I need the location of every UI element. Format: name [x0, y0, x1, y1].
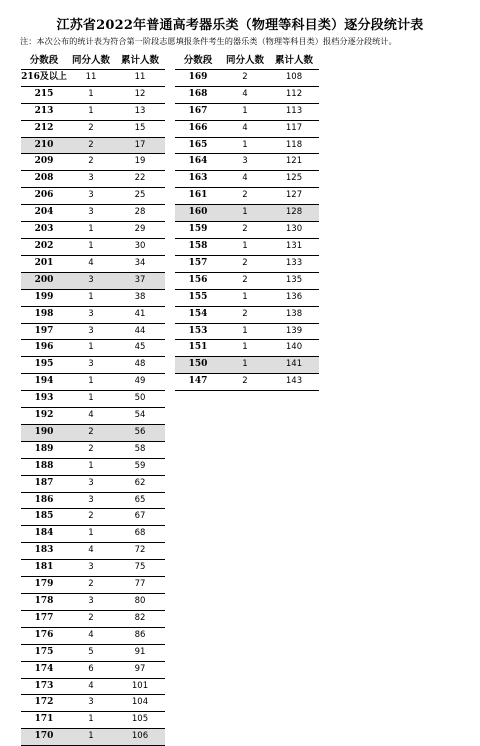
score-cell: 168 [175, 86, 221, 103]
score-cell: 171 [21, 712, 67, 729]
score-cell: 200 [21, 272, 67, 289]
same-count-cell: 4 [221, 86, 269, 103]
cumulative-cell: 91 [115, 644, 165, 661]
score-cell: 195 [21, 357, 67, 374]
cumulative-cell: 135 [269, 272, 319, 289]
table-row [21, 661, 165, 678]
cumulative-cell: 80 [115, 594, 165, 611]
score-cell: 209 [21, 154, 67, 171]
table-row [175, 238, 319, 255]
table-row [21, 120, 165, 137]
same-count-cell: 2 [67, 120, 115, 137]
score-cell: 179 [21, 577, 67, 594]
score-cell: 175 [21, 644, 67, 661]
score-cell: 174 [21, 661, 67, 678]
header-score: 分数段 [21, 53, 67, 69]
table-row [21, 357, 165, 374]
table-row [175, 103, 319, 120]
same-count-cell: 3 [67, 357, 115, 374]
same-count-cell: 11 [67, 69, 115, 86]
cumulative-cell: 136 [269, 289, 319, 306]
table-row [175, 222, 319, 239]
same-count-cell: 3 [67, 323, 115, 340]
table-row [175, 357, 319, 374]
cumulative-cell: 143 [269, 374, 319, 391]
cumulative-cell: 105 [115, 712, 165, 729]
score-table-left [21, 53, 165, 746]
score-cell: 173 [21, 678, 67, 695]
cumulative-cell: 82 [115, 610, 165, 627]
header-cumulative: 累计人数 [269, 53, 319, 69]
table-row [21, 86, 165, 103]
score-cell: 155 [175, 289, 221, 306]
cumulative-cell: 121 [269, 154, 319, 171]
score-cell: 185 [21, 509, 67, 526]
same-count-cell: 1 [221, 323, 269, 340]
table-row [21, 289, 165, 306]
same-count-cell: 2 [221, 272, 269, 289]
header-cumulative: 累计人数 [115, 53, 165, 69]
cumulative-cell: 11 [115, 69, 165, 86]
table-row [21, 255, 165, 272]
table-row [175, 340, 319, 357]
score-cell: 157 [175, 255, 221, 272]
table-row [21, 441, 165, 458]
score-cell: 176 [21, 627, 67, 644]
score-cell: 188 [21, 458, 67, 475]
table-row [175, 323, 319, 340]
score-cell: 170 [21, 729, 67, 746]
score-cell: 160 [175, 205, 221, 222]
table-row [21, 391, 165, 408]
same-count-cell: 3 [67, 475, 115, 492]
same-count-cell: 5 [67, 644, 115, 661]
same-count-cell: 1 [67, 238, 115, 255]
table-row [175, 171, 319, 188]
cumulative-cell: 106 [115, 729, 165, 746]
table-row [21, 475, 165, 492]
table-row [175, 137, 319, 154]
score-cell: 167 [175, 103, 221, 120]
cumulative-cell: 38 [115, 289, 165, 306]
same-count-cell: 3 [67, 188, 115, 205]
score-cell: 197 [21, 323, 67, 340]
cumulative-cell: 67 [115, 509, 165, 526]
score-cell: 203 [21, 222, 67, 239]
table-row [175, 374, 319, 391]
score-cell: 202 [21, 238, 67, 255]
table-row [21, 610, 165, 627]
table-row [21, 526, 165, 543]
cumulative-cell: 113 [269, 103, 319, 120]
score-cell: 181 [21, 560, 67, 577]
table-row [21, 171, 165, 188]
cumulative-cell: 139 [269, 323, 319, 340]
same-count-cell: 4 [67, 408, 115, 425]
score-cell: 210 [21, 137, 67, 154]
header-same-count: 同分人数 [221, 53, 269, 69]
table-row [21, 695, 165, 712]
score-cell: 189 [21, 441, 67, 458]
cumulative-cell: 117 [269, 120, 319, 137]
cumulative-cell: 125 [269, 171, 319, 188]
table-row [21, 729, 165, 746]
score-cell: 212 [21, 120, 67, 137]
cumulative-cell: 131 [269, 238, 319, 255]
header-score: 分数段 [175, 53, 221, 69]
score-cell: 194 [21, 374, 67, 391]
same-count-cell: 2 [221, 306, 269, 323]
score-cell: 161 [175, 188, 221, 205]
cumulative-cell: 15 [115, 120, 165, 137]
same-count-cell: 3 [67, 171, 115, 188]
table-row [21, 272, 165, 289]
score-cell: 165 [175, 137, 221, 154]
same-count-cell: 4 [67, 543, 115, 560]
table-row [175, 69, 319, 86]
table-row [21, 492, 165, 509]
score-cell: 154 [175, 306, 221, 323]
score-cell: 196 [21, 340, 67, 357]
cumulative-cell: 101 [115, 678, 165, 695]
cumulative-cell: 72 [115, 543, 165, 560]
cumulative-cell: 108 [269, 69, 319, 86]
same-count-cell: 1 [221, 340, 269, 357]
score-cell: 158 [175, 238, 221, 255]
cumulative-cell: 130 [269, 222, 319, 239]
cumulative-cell: 44 [115, 323, 165, 340]
table-row [21, 509, 165, 526]
table-header-row [175, 53, 319, 69]
same-count-cell: 3 [67, 492, 115, 509]
same-count-cell: 1 [67, 729, 115, 746]
same-count-cell: 2 [67, 424, 115, 441]
cumulative-cell: 59 [115, 458, 165, 475]
same-count-cell: 1 [67, 340, 115, 357]
same-count-cell: 2 [67, 509, 115, 526]
table-row [21, 712, 165, 729]
cumulative-cell: 25 [115, 188, 165, 205]
same-count-cell: 2 [221, 255, 269, 272]
table-row [175, 188, 319, 205]
score-cell: 178 [21, 594, 67, 611]
page-title: 江苏省2022年普通高考器乐类（物理等科目类）逐分段统计表 [56, 18, 424, 33]
score-cell: 163 [175, 171, 221, 188]
score-cell: 213 [21, 103, 67, 120]
table-row [21, 238, 165, 255]
cumulative-cell: 104 [115, 695, 165, 712]
score-cell: 216及以上 [21, 69, 67, 86]
table-row [21, 374, 165, 391]
table-row [21, 154, 165, 171]
score-cell: 153 [175, 323, 221, 340]
table-row [21, 408, 165, 425]
same-count-cell: 2 [221, 374, 269, 391]
same-count-cell: 2 [67, 137, 115, 154]
score-cell: 172 [21, 695, 67, 712]
score-table-right [175, 53, 319, 391]
same-count-cell: 1 [221, 137, 269, 154]
table-row [21, 644, 165, 661]
same-count-cell: 3 [67, 594, 115, 611]
cumulative-cell: 58 [115, 441, 165, 458]
table-body-right [175, 69, 319, 390]
same-count-cell: 1 [221, 289, 269, 306]
table-row [21, 306, 165, 323]
cumulative-cell: 22 [115, 171, 165, 188]
cumulative-cell: 17 [115, 137, 165, 154]
same-count-cell: 1 [221, 103, 269, 120]
same-count-cell: 3 [221, 154, 269, 171]
cumulative-cell: 54 [115, 408, 165, 425]
table-row [21, 577, 165, 594]
table-row [175, 306, 319, 323]
same-count-cell: 3 [67, 205, 115, 222]
table-row [21, 678, 165, 695]
table-row [175, 86, 319, 103]
cumulative-cell: 37 [115, 272, 165, 289]
score-cell: 186 [21, 492, 67, 509]
same-count-cell: 2 [221, 222, 269, 239]
score-cell: 192 [21, 408, 67, 425]
table-row [175, 205, 319, 222]
cumulative-cell: 30 [115, 238, 165, 255]
cumulative-cell: 68 [115, 526, 165, 543]
same-count-cell: 1 [67, 222, 115, 239]
cumulative-cell: 128 [269, 205, 319, 222]
score-cell: 206 [21, 188, 67, 205]
table-row [21, 69, 165, 86]
score-cell: 150 [175, 357, 221, 374]
score-cell: 199 [21, 289, 67, 306]
cumulative-cell: 50 [115, 391, 165, 408]
score-cell: 156 [175, 272, 221, 289]
table-row [21, 340, 165, 357]
score-cell: 187 [21, 475, 67, 492]
score-cell: 147 [175, 374, 221, 391]
table-row [21, 205, 165, 222]
score-cell: 169 [175, 69, 221, 86]
same-count-cell: 1 [67, 526, 115, 543]
score-cell: 151 [175, 340, 221, 357]
cumulative-cell: 112 [269, 86, 319, 103]
note-text: 注：本次公布的统计表为符合第一阶段志愿填报条件考生的器乐类（物理等科目类）报档分逐分段统计。 [20, 36, 397, 46]
cumulative-cell: 34 [115, 255, 165, 272]
table-row [21, 222, 165, 239]
cumulative-cell: 75 [115, 560, 165, 577]
same-count-cell: 2 [67, 610, 115, 627]
cumulative-cell: 41 [115, 306, 165, 323]
cumulative-cell: 127 [269, 188, 319, 205]
score-cell: 159 [175, 222, 221, 239]
table-row [21, 594, 165, 611]
score-cell: 204 [21, 205, 67, 222]
same-count-cell: 3 [67, 306, 115, 323]
same-count-cell: 1 [221, 357, 269, 374]
cumulative-cell: 12 [115, 86, 165, 103]
score-cell: 164 [175, 154, 221, 171]
table-row [21, 188, 165, 205]
table-row [175, 255, 319, 272]
cumulative-cell: 65 [115, 492, 165, 509]
same-count-cell: 4 [67, 678, 115, 695]
table-row [175, 154, 319, 171]
cumulative-cell: 140 [269, 340, 319, 357]
cumulative-cell: 48 [115, 357, 165, 374]
same-count-cell: 1 [221, 205, 269, 222]
cumulative-cell: 97 [115, 661, 165, 678]
header-same-count: 同分人数 [67, 53, 115, 69]
score-cell: 193 [21, 391, 67, 408]
table-body-left [21, 69, 165, 745]
score-cell: 184 [21, 526, 67, 543]
cumulative-cell: 77 [115, 577, 165, 594]
cumulative-cell: 19 [115, 154, 165, 171]
same-count-cell: 1 [221, 238, 269, 255]
score-cell: 198 [21, 306, 67, 323]
table-row [21, 458, 165, 475]
table-row [175, 272, 319, 289]
table-row [175, 120, 319, 137]
table-row [21, 424, 165, 441]
cumulative-cell: 49 [115, 374, 165, 391]
same-count-cell: 4 [67, 627, 115, 644]
same-count-cell: 3 [67, 560, 115, 577]
table-row [21, 543, 165, 560]
same-count-cell: 4 [67, 255, 115, 272]
cumulative-cell: 13 [115, 103, 165, 120]
table-row [21, 137, 165, 154]
table-header-row [21, 53, 165, 69]
same-count-cell: 2 [221, 188, 269, 205]
same-count-cell: 1 [67, 103, 115, 120]
table-row [21, 103, 165, 120]
same-count-cell: 1 [67, 391, 115, 408]
score-cell: 183 [21, 543, 67, 560]
table-row [21, 323, 165, 340]
cumulative-cell: 138 [269, 306, 319, 323]
same-count-cell: 1 [67, 374, 115, 391]
table-row [21, 627, 165, 644]
score-cell: 215 [21, 86, 67, 103]
same-count-cell: 1 [67, 86, 115, 103]
cumulative-cell: 86 [115, 627, 165, 644]
cumulative-cell: 141 [269, 357, 319, 374]
cumulative-cell: 28 [115, 205, 165, 222]
same-count-cell: 2 [67, 154, 115, 171]
same-count-cell: 4 [221, 171, 269, 188]
cumulative-cell: 45 [115, 340, 165, 357]
cumulative-cell: 118 [269, 137, 319, 154]
score-cell: 201 [21, 255, 67, 272]
same-count-cell: 6 [67, 661, 115, 678]
same-count-cell: 3 [67, 272, 115, 289]
same-count-cell: 1 [67, 458, 115, 475]
score-cell: 177 [21, 610, 67, 627]
table-row [21, 560, 165, 577]
table-row [175, 289, 319, 306]
score-cell: 166 [175, 120, 221, 137]
same-count-cell: 2 [221, 69, 269, 86]
same-count-cell: 2 [67, 441, 115, 458]
cumulative-cell: 29 [115, 222, 165, 239]
same-count-cell: 2 [67, 577, 115, 594]
same-count-cell: 1 [67, 289, 115, 306]
cumulative-cell: 133 [269, 255, 319, 272]
cumulative-cell: 62 [115, 475, 165, 492]
score-cell: 190 [21, 424, 67, 441]
cumulative-cell: 56 [115, 424, 165, 441]
score-cell: 208 [21, 171, 67, 188]
same-count-cell: 1 [67, 712, 115, 729]
same-count-cell: 3 [67, 695, 115, 712]
same-count-cell: 4 [221, 120, 269, 137]
